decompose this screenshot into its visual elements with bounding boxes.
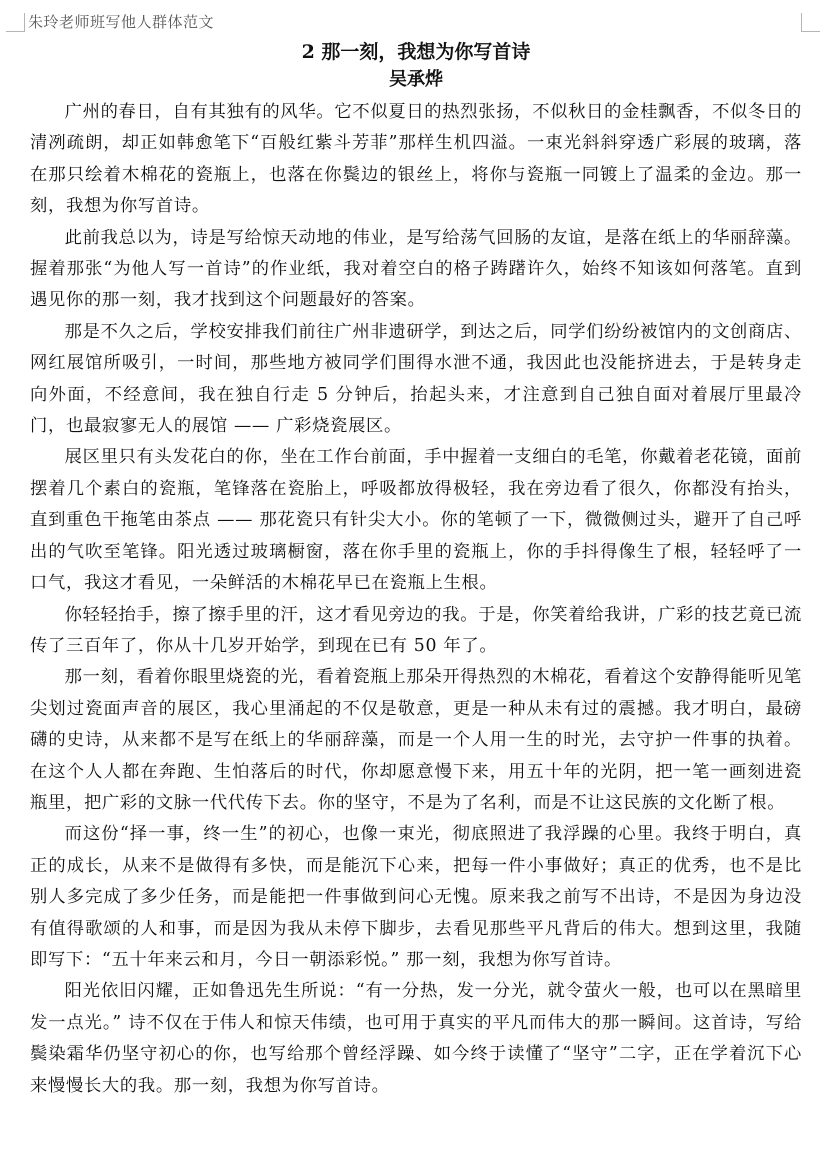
paragraph-2: 此前我总以为，诗是写给惊天动地的伟业，是写给荡气回肠的友谊，是落在纸上的华丽辞藻。握着那张“为他人写一首诗”的作业纸，我对着空白的格子踌躇许久，始终不知该如何落笔。直到遇见你的那一刻，我才找到这个问题最好的答案。 <box>30 227 802 311</box>
paragraph-6: 那一刻，看着你眼里烧瓷的光，看着瓷瓶上那朵开得热烈的木棉花，看着这个安静得能听见笔尖划过瓷面声音的展区，我心里涌起的不仅是敬意，更是一种从未有过的震撼。我才明白，最磅礴的史诗，从来都不是写在纸上的华丽辞藻，而是一个人用一生的时光，去守护一件事的执着。在这个人人都在奔跑、生怕落后的时代，你却愿意慢下来，用五十年的光阴，把一笔一画刻进瓷瓶里，把广彩的文脉一代代传下去。你的坚守，不是为了名利，而是不让这民族的文化断了根。 <box>30 667 802 813</box>
page-corner-mark-top-left <box>6 13 25 32</box>
paragraph-1: 广州的春日，自有其独有的风华。它不似夏日的热烈张扬，不似秋日的金桂飘香，不似冬日的清冽疏朗，却正如韩愈笔下“百般红紫斗芳菲”那样生机四溢。一束光斜斜穿透广彩展的玻璃，落在那只绘着木棉花的瓷瓶上，也落在你鬓边的银丝上，将你与瓷瓶一同镀上了温柔的金边。那一刻，我想为你写首诗。 <box>30 102 802 217</box>
paragraph-7: 而这份“择一事，终一生”的初心，也像一束光，彻底照进了我浮躁的心里。我终于明白，真正的成长，从来不是做得有多快，而是能沉下心来，把每一件小事做好；真正的优秀，也不是比别人多完成了多少任务，而是能把一件事做到问心无愧。原来我之前写不出诗，不是因为身边没有值得歌颂的人和事，而是因为我从未停下脚步，去看见那些平凡背后的伟大。想到这里，我随即写下：“五十年来云和月，今日一朝添彩悦。” 那一刻，我想为你写首诗。 <box>30 824 802 970</box>
paragraph-8: 阳光依旧闪耀，正如鲁迅先生所说：“有一分热，发一分光，就令萤火一般，也可以在黑暗里发一点光。” 诗不仅在于伟人和惊天伟绩，也可用于真实的平凡而伟大的那一瞬间。这首诗，写给鬓染霜华仍坚守初心的你，也写给那个曾经浮躁、如今终于读懂了“坚守”二字，正在学着沉下心来慢慢长大的我。那一刻，我想为你写首诗。 <box>30 981 802 1096</box>
paragraph-5: 你轻轻抬手，擦了擦手里的汗，这才看见旁边的我。于是，你笑着给我讲，广彩的技艺竟已流传了三百年了，你从十几岁开始学，到现在已有 50 年了。 <box>30 604 802 656</box>
paragraph-3: 那是不久之后，学校安排我们前往广州非遗研学，到达之后，同学们纷纷被馆内的文创商店、网红展馆所吸引，一时间，那些地方被同学们围得水泄不通，我因此也没能挤进去，于是转身走向外面，不经意间，我在独自行走 5 分钟后，抬起头来，才注意到自己独自面对着展厅里最冷门，也最寂寥无人的展馆 —— 广彩烧瓷展区。 <box>30 321 802 437</box>
page-header-label: 朱玲老师班写他人群体范文 <box>28 13 215 31</box>
article-body <box>30 40 802 1102</box>
page-corner-mark-top-right <box>801 13 820 32</box>
paragraph-4: 展区里只有头发花白的你，坐在工作台前面，手中握着一支细白的毛笔，你戴着老花镜，面前摆着几个素白的瓷瓶，笔锋落在瓷胎上，呼吸都放得极轻，我在旁边看了很久，你都没有抬头，直到重色干拖笔由茶点 —— 那花瓷只有针尖大小。你的笔顿了一下，微微侧过头，避开了自己呼出的气吹至笔锋。阳光透过玻璃橱窗，落在你手里的瓷瓶上，你的手抖得像生了根，轻轻呼了一口气，我这才看见，一朵鲜活的木棉花早已在瓷瓶上生根。 <box>30 447 802 594</box>
article-title: 2 那一刻，我想为你写首诗 <box>301 41 531 63</box>
article-author: 吴承烨 <box>389 69 443 90</box>
